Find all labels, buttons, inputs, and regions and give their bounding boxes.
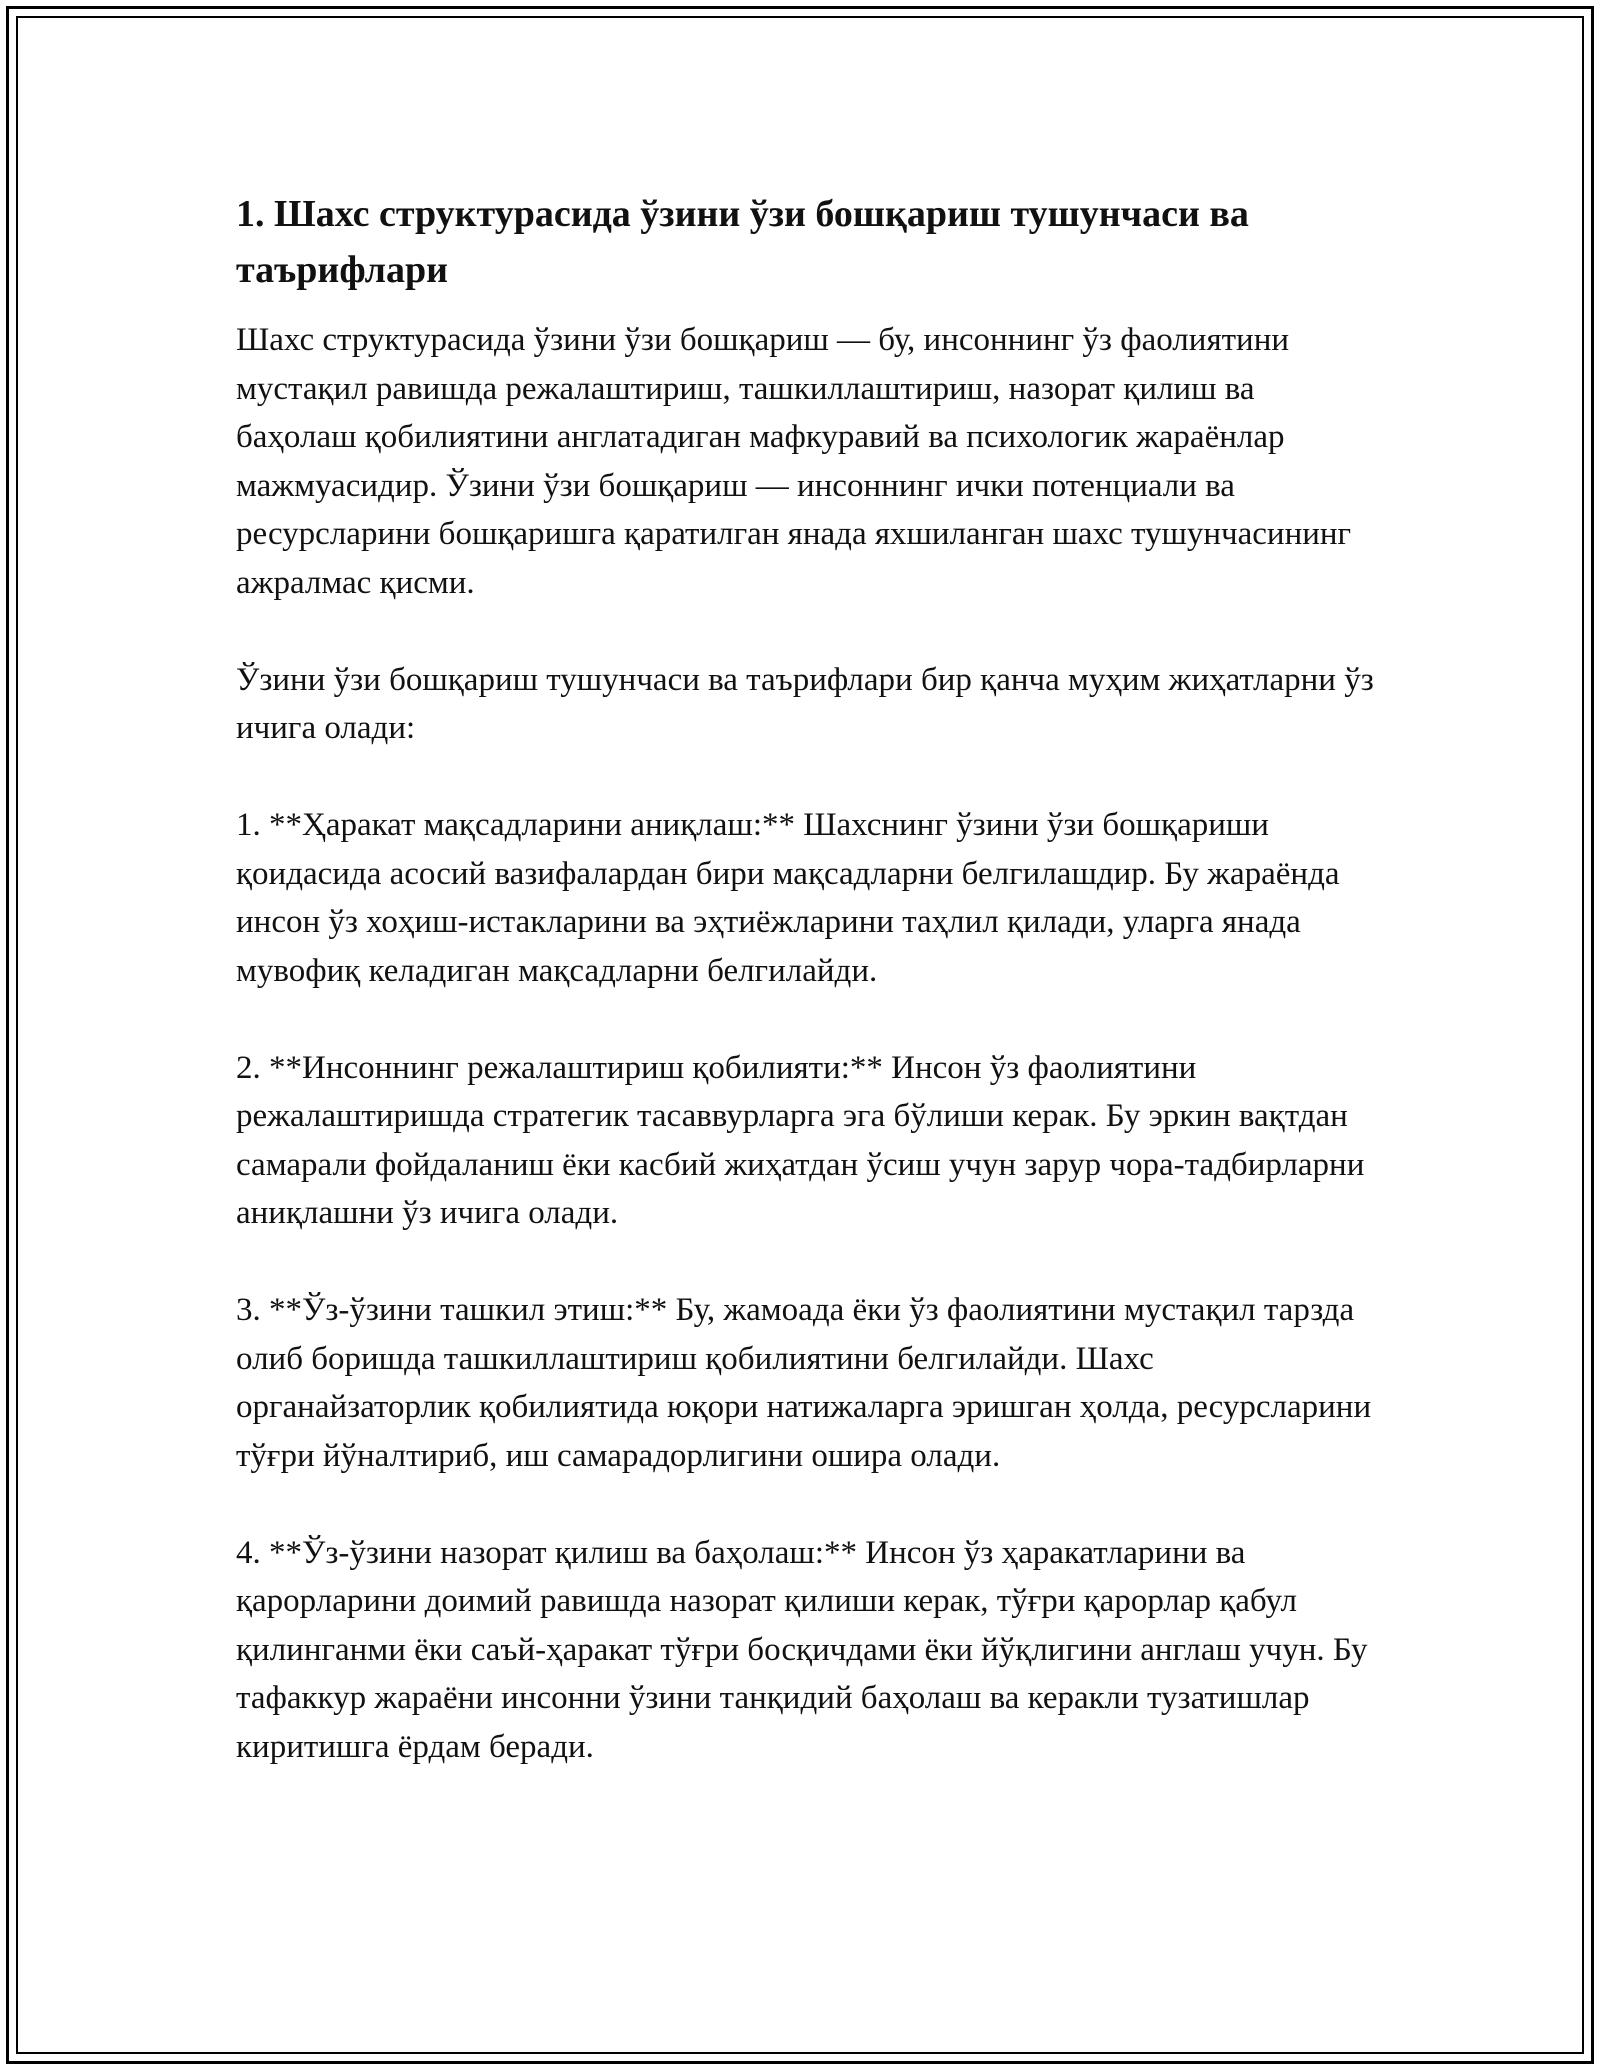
list-item-self-organization: 3. **Ўз-ўзини ташкил этиш:** Бу, жамоада ёки ўз фаолиятини мустақил тарзда олиб боришда ташкиллаштириш қобилиятини белгилайди. Шахс органайзаторлик қобилиятида юқори натижаларга эришган ҳолда, ресурсларини тўғри йўналтириб, иш самарадорлигини ошира олади.	[236, 1292, 1372, 1474]
list-item-self-control: 4. **Ўз-ўзини назорат қилиш ва баҳолаш:** Инсон ўз ҳаракатларини ва қарорларини доимий равишда назорат қилиши керак, тўғри қарорлар қабул қилинганми ёки саъй-ҳаракат тўғри босқичдами ёки йўқлигини англаш учун. Бу тафаккур жараёни инсонни ўзини танқидий баҳолаш ва керакли тузатишлар киритишга ёрдам беради.	[236, 1534, 1368, 1765]
paragraph-intro: Шахс структурасида ўзини ўзи бошқариш — бу, инсоннинг ўз фаолиятини мустақил равишда режалаштириш, ташкиллаштириш, назорат қилиш ва баҳолаш қобилиятини англатадиган мафкуравий ва психологик жараёнлар мажмуасидир. Ўзини ўзи бошқариш — инсоннинг ички потенциали ва ресурсларини бошқаришга қаратилган янада яхшиланган шахс тушунчасининг ажралмас қисми.	[236, 322, 1352, 601]
paragraph-lead-in: Ўзини ўзи бошқариш тушунчаси ва таърифлари бир қанча муҳим жиҳатларни ўз ичига олади:	[236, 661, 1374, 746]
list-item-planning: 2. **Инсоннинг режалаштириш қобилияти:** Инсон ўз фаолиятини режалаштиришда стратегик тасаввурларга эга бўлиши керак. Бу эркин вақтдан самарали фойдаланиш ёки касбий жиҳатдан ўсиш учун зарур чора-тадбирларни аниқлашни ўз ичига олади.	[236, 1049, 1365, 1231]
document-title: 1. Шахс структурасида ўзини ўзи бошқариш тушунчаси ва таърифлари	[236, 193, 1249, 291]
list-item-goals: 1. **Ҳаракат мақсадларини аниқлаш:** Шахснинг ўзини ўзи бошқариши қоидасида асосий вазифалардан бири мақсадларни белгилашдир. Бу жараёнда инсон ўз хоҳиш-истакларини ва эҳтиёжларини таҳлил қилади, уларга янада мувофиқ келадиган мақсадларни белгилайди.	[236, 807, 1340, 989]
document-body	[236, 186, 1376, 1820]
